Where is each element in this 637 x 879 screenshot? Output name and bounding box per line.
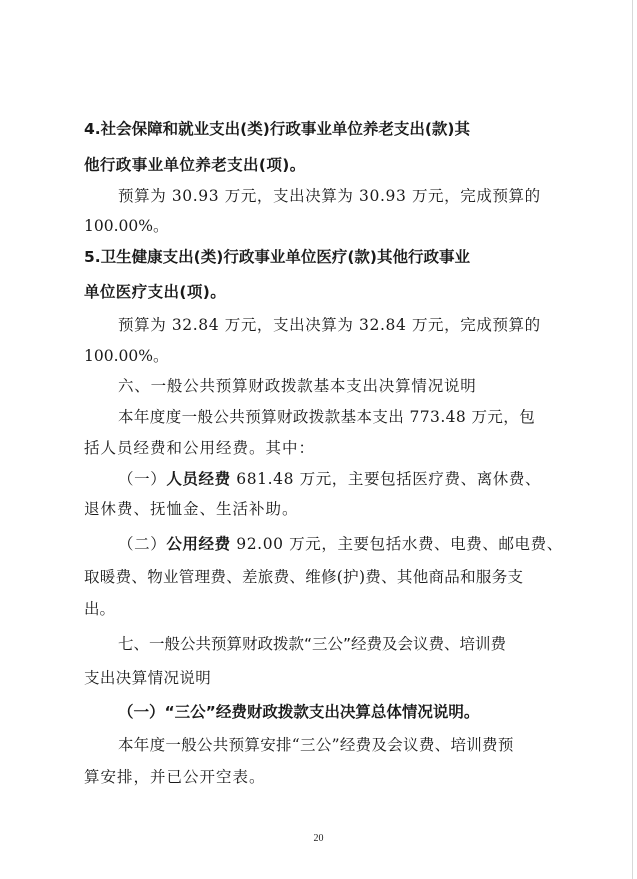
personnel-prefix: （一） bbox=[118, 470, 167, 488]
public-prefix: （二） bbox=[118, 535, 167, 553]
subsection-1-para-line2: 算安排，并已公开空表。 bbox=[84, 768, 266, 786]
personnel-rest: 681.48 万元，主要包括医疗费、离休费、 bbox=[230, 470, 542, 488]
heading-5-line2: 单位医疗支出(项)。 bbox=[84, 283, 227, 301]
heading-5-line1: 5.卫生健康支出(类)行政事业单位医疗(款)其他行政事业 bbox=[84, 248, 471, 266]
para-5-line1: 预算为 32.84 万元，支出决算为 32.84 万元，完成预算的 bbox=[118, 316, 541, 334]
section-6-para-line2: 括人员经费和公用经费。其中： bbox=[84, 439, 316, 457]
public-funds-line1 bbox=[118, 534, 598, 554]
personnel-funds-line2: 退休费、抚恤金、生活补助。 bbox=[84, 500, 299, 518]
section-6-title: 六、一般公共预算财政拨款基本支出决算情况说明 bbox=[118, 377, 477, 395]
heading-4-line2: 他行政事业单位养老支出(项)。 bbox=[84, 156, 306, 174]
section-7-title-line2: 支出决算情况说明 bbox=[84, 669, 212, 687]
section-7-title-line1: 七、一般公共预算财政拨款“三公”经费及会议费、培训费 bbox=[118, 635, 507, 653]
subsection-1-title: （一）“三公”经费财政拨款支出决算总体情况说明。 bbox=[118, 703, 480, 721]
public-funds-line2: 取暖费、物业管理费、差旅费、维修(护)费、其他商品和服务支 bbox=[84, 568, 524, 586]
public-funds-line3: 出。 bbox=[84, 600, 116, 618]
page-edge bbox=[632, 0, 633, 879]
para-4-line2: 100.00%。 bbox=[84, 217, 169, 235]
page-number: 20 bbox=[313, 833, 324, 844]
subsection-1-para-line1: 本年度一般公共预算安排“三公”经费及会议费、培训费预 bbox=[118, 736, 514, 754]
personnel-funds-line1 bbox=[118, 469, 598, 489]
public-label: 公用经费 bbox=[166, 535, 231, 553]
public-rest: 92.00 万元，主要包括水费、电费、邮电费、 bbox=[230, 535, 563, 553]
personnel-label: 人员经费 bbox=[166, 470, 231, 488]
section-6-para-line1: 本年度度一般公共预算财政拨款基本支出 773.48 万元，包 bbox=[118, 408, 536, 426]
heading-4-line1: 4.社会保障和就业支出(类)行政事业单位养老支出(款)其 bbox=[84, 120, 471, 138]
para-5-line2: 100.00%。 bbox=[84, 347, 169, 365]
para-4-line1: 预算为 30.93 万元，支出决算为 30.93 万元，完成预算的 bbox=[118, 187, 541, 205]
